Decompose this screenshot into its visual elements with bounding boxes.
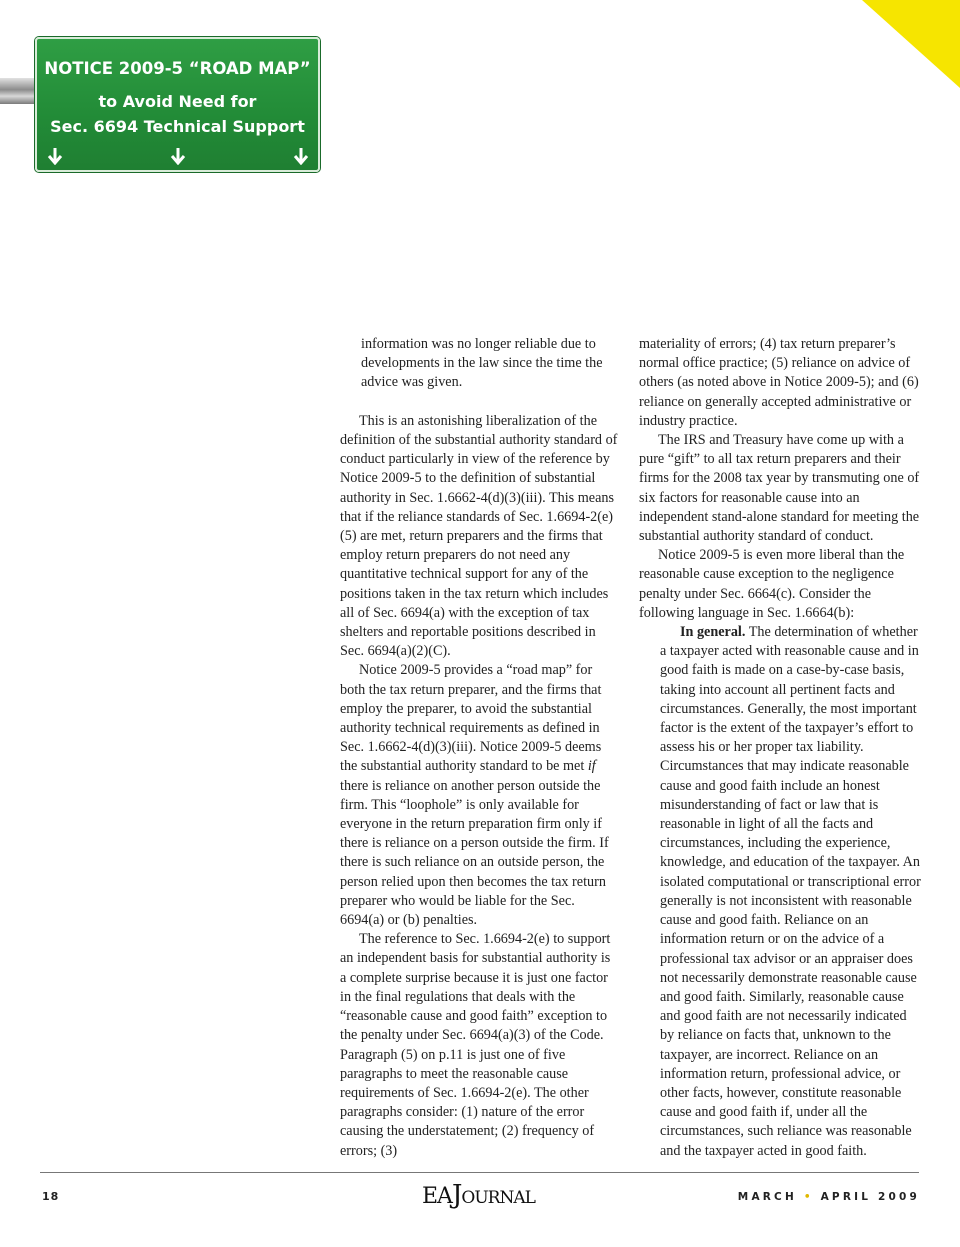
sign-pole [0, 78, 40, 104]
emphasis-text: if [587, 758, 596, 775]
paragraph: The reference to Sec. 1.6694-2(e) to support an independent basis for substantial authority is a complete surprise because it is just one factor in the final regulations that deals with the “reasonable cause and good faith” exception to the penalty under Sec. 6694(a)(3) of the Code. Paragraph (5) on p.11 is just one of five paragraphs to meet the reasonable cause requirements of Sec. 1.6694-2(e). The other paragraphs consider: (1) nature of the error causing the understatement; (2) frequency of errors; (3) [340, 931, 611, 1159]
down-arrow-icon [170, 147, 186, 165]
footer-rule [40, 1172, 919, 1173]
block-quote: In general. The determination of whether a taxpayer acted with reasonable cause and in good faith is made on a case-by-case basis, taking into account all pertinent facts and circumstances. Generally, the most important factor is the extent of the taxpayer’s effort to assess his or her proper tax liability. Circumstances that may indicate reasonable cause and good faith include an honest misunderstanding of fact or law that is reasonable in light of all the facts and circumstances, including the experience, knowledge, and education of the taxpayer. An isolated computational or transcriptional error generally is not inconsistent with reasonable cause and good faith. Reliance on an information return or on the advice of a professional tax advisor or an appraiser does not necessarily demonstrate reasonable cause and good faith. Similarly, reasonable cause and good faith are not necessarily indicated by reliance on facts that, unknown to the taxpayer, are incorrect. Reliance on an information return, professional advice, or other facts, however, constitute reasonable cause and good faith if, under all the circumstances, such reliance was reasonable and the taxpayer acted in good faith. [660, 624, 921, 1159]
down-arrow-icon [47, 147, 63, 165]
paragraph: materiality of errors; (4) tax return preparer’s normal office practice; (5) reliance on advice of others (as noted above in Notice 2009-5); and (6) reliance on generally accepted administrative or industry practice. [639, 336, 919, 429]
quote-continuation: information was no longer reliable due to developments in the law since the time the advice was given. [361, 336, 603, 391]
paragraph: Notice 2009-5 is even more liberal than the reasonable cause exception to the negligence penalty under Sec. 6664(c). Consider the following language in Sec. 1.6664(b): [639, 547, 905, 621]
article-column-right [639, 335, 921, 1161]
journal-logo: EAJOURNAL [422, 1180, 535, 1210]
issue-month-2: APRIL [820, 1191, 872, 1203]
issue-date [738, 1191, 920, 1203]
page-number: 18 [42, 1190, 60, 1203]
paragraph: Notice 2009-5 provides a “road map” for both the tax return preparer, and the firms that employ the preparer, to avoid the substantial authority technical requirements as defined in Sec. 1.6662-4(d)(3)(iii). Notice 2009-5 deems the substantial authority standard to be met if there is reliance on another person outside the firm. This “loophole” is only available for everyone in the return preparation firm only if there is reliance on a person outside the firm. If there is such reliance on an outside person, the person relied upon then becomes the tax return preparer who would be liable for the Sec. 6694(a) or (b) penalties. [340, 662, 609, 929]
issue-separator: • [803, 1191, 814, 1203]
yellow-corner-decoration [862, 0, 960, 88]
issue-month-1: MARCH [737, 1191, 797, 1203]
sign-subtitle-line1: to Avoid Need for [98, 92, 257, 111]
quote-heading: In general. [680, 624, 746, 641]
sign-title: NOTICE 2009-5 “ROAD MAP” [44, 59, 311, 78]
issue-year: 2009 [877, 1191, 920, 1203]
road-sign-graphic [35, 37, 320, 172]
down-arrow-icon [293, 147, 309, 165]
article-column-left [340, 335, 620, 1161]
paragraph: The IRS and Treasury have come up with a pure “gift” to all tax return preparers and their firms for the 2008 tax year by transmuting one of six factors for reasonable cause into an independent stand-alone standard for meeting the substantial authority standard of conduct. [639, 432, 920, 545]
sign-subtitle-line2: Sec. 6694 Technical Support [50, 117, 305, 136]
paragraph: This is an astonishing liberalization of the definition of the substantial authority standard of conduct particularly in view of the reference by Notice 2009-5 to the definition of substantial authority in Sec. 1.6662-4(d)(3)(iii). This means that if the reliance standards of Sec. 1.6694-2(e)(5) are met, return preparers and the firms that employ return preparers do not need any quantitative technical support for any of the positions taken in the tax return which includes all of Sec. 6694(a) with the exception of tax shelters and reportable positions described in Sec. 6694(a)(2)(C). [340, 412, 618, 660]
